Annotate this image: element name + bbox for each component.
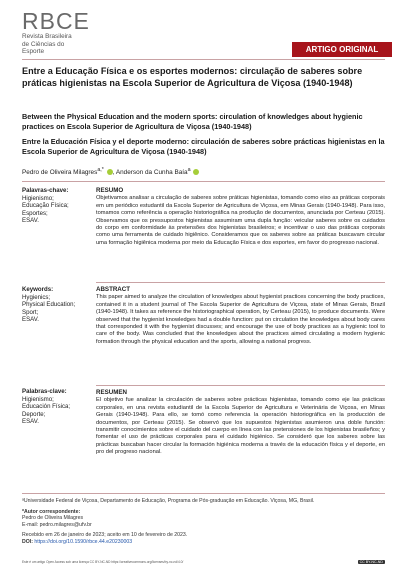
abstract-text: El objetivo fue analizar la circulación de saberes sobre prácticas higienistas, tomando como eje las prácticas corporales, en una revista estudiantil de la Escola Superior de Agricultura e Veterinária de Viçosa, en Minas Gerais (1940-1948). Para ello, se tomó como referencia la operación historiográfica en la producción de documentos, por Certeau (2015). Se observó que los supuestos higienistas asumieron una doble función: transmitir conocimientos sobre el cuidado del cuerpo en línea con las pretensiones de los higienistas brasileños; y fomentar el uso de prácticas corporales para el cuidado higiénico. Se consideró que los saberes sobre las prácticas buscaban hacer circular la formación higiénica moderna a través de la educación física y el deporte, en pro del progreso nacional. (96, 397, 385, 456)
cc-license-badge[interactable]: CC BY-NC-ND (359, 560, 383, 564)
journal-logo: RBCE (22, 8, 90, 34)
abstract-en (96, 282, 385, 346)
keyword: Hygienics; (22, 293, 51, 301)
keyword: Higienismo; (22, 194, 54, 202)
doi-link[interactable]: https://doi.org/10.1590/rbce.44.e20230003 (34, 538, 133, 545)
author-marks: a,* (97, 167, 104, 173)
keywords-pt (22, 187, 92, 225)
journal-name-line: de Ciências do (22, 40, 65, 48)
journal-name-line: Revista Brasileira (22, 33, 72, 40)
title-spanish: Entre la Educación Física y el deporte moderno: circulación de saberes sobre prácticas higienistas en la Escola Superior de Agricultura de Viçosa (1940-1948) (22, 137, 385, 156)
keyword: Educación Física; (22, 403, 71, 410)
orcid-icon[interactable] (193, 169, 199, 175)
author-marks: a (187, 167, 191, 173)
journal-header (22, 10, 392, 54)
keyword: ESAV. (22, 316, 39, 323)
title-english: Between the Physical Education and the modern sports: circulation of knowledges about hygienic practices on Escola Superior de Agricultura de Viçosa (1940-1948) (22, 112, 363, 131)
keyword: Educação Física; (22, 202, 69, 209)
corresponding-email: E-mail: pedro.milagres@ufv.br (22, 521, 92, 528)
keywords-heading: Palabras-clave: (22, 388, 67, 395)
keyword: ESAV. (22, 217, 39, 224)
doi-label: DOI: (22, 538, 33, 545)
keyword: Esportes; (22, 209, 48, 217)
abstract-text: This paper aimed to analyze the circulation of knowledges about hygienist practices concerning the body practices, contained it in a student journal of The Escola Superior de Agricultura de Viçosa, state of Minas Gerais, Brazil (1940-1948). It takes as reference the historiographical operation, by Certeau (2015), to produce documents. Were observed that the hygienist knowledges had a double function: put on circulation the knowledges about body cares that corresponded it with the hygienist discusses; and encourage the use of body practices as a hygienic tool to care of the body. Was concluded that the knowledges about the practices aimed circulating a modern hygienic formation through the physical education and the sports, allowing a national progress. (96, 294, 385, 345)
author-list: Pedro de Oliveira Milagres$^{a,*}$ , Anderson da Cunha Baía$^a$ (22, 167, 199, 176)
divider (22, 59, 385, 60)
keywords-es (22, 388, 92, 426)
license-bar (22, 560, 385, 564)
abstract-pt (96, 187, 385, 247)
doi-line (22, 539, 385, 546)
license-text: Este é um artigo Open Access sob uma licença CC BY-NC-ND https://creativecommons.org/licenses/by-nc-nd/4.0/ (22, 560, 184, 564)
keywords-en (22, 286, 92, 324)
author-name: Anderson da Cunha Baía (115, 169, 188, 177)
keywords-heading: Keywords: (22, 286, 54, 293)
divider (22, 493, 385, 494)
corresponding-name: Pedro de Oliveira Milagres (22, 515, 84, 522)
keywords-heading: Palavras-chave: (22, 187, 69, 194)
keyword: ESAV. (22, 418, 39, 425)
abstract-es (96, 385, 385, 457)
journal-name-line: Esporte (22, 48, 45, 56)
orcid-icon[interactable] (107, 169, 113, 175)
abstract-text: Objetivamos analisar a circulação de saberes sobre práticas higienistas, tomando como eixo as práticas corporais em um periódico estudantil da Escola Superior de Agricultura de Viçosa, em Minas Gerais (1940-1948). Para isso, tomamos como referência a operação historiográfica na produção de documentos, anunciada por Certeau (2015). Observamos que os pressupostos higienistas assumiram uma dupla função: veicular saberes sobre os cuidados do corpo em conformidade às pretensões dos higienistas brasileiros; e incentivar o uso das práticas corporais como uma ferramenta de cuidado higiênico. Consideramos que os saberes sobre as práticas buscavam circular uma formação higiênica moderna por meio da Educação Física e dos esportes, em favor do progresso nacional. (96, 195, 385, 246)
keyword: Sport; (22, 308, 39, 316)
abstract-heading: RESUMO (96, 187, 124, 194)
article-footer (22, 498, 385, 546)
abstract-heading: ABSTRACT (96, 286, 131, 293)
corresponding-heading: *Autor correspondente: (22, 508, 81, 515)
keyword: Higienismo; (22, 395, 54, 403)
title-portuguese: Entre a Educação Física e os esportes modernos: circulação de saberes sobre práticas higienistas na Escola Superior de Agricultura de Viçosa (1940-1948) (22, 66, 363, 88)
received-accepted: Recebido em 26 de janeiro de 2023; aceito em 10 de fevereiro de 2023. (22, 532, 188, 539)
abstract-heading: RESUMEN (96, 389, 127, 396)
article-type-banner: ARTIGO ORIGINAL (292, 42, 392, 57)
keyword: Deporte; (22, 410, 46, 418)
keyword: Physical Education; (22, 301, 76, 308)
author-name: Pedro de Oliveira Milagres (22, 169, 98, 177)
affiliation: ᵃUniversidade Federal de Viçosa, Departamento de Educação, Programa de Pós-graduação em Educação. Viçosa, MG, Brasil. (22, 498, 315, 504)
divider (22, 181, 385, 182)
journal-name (22, 33, 112, 56)
